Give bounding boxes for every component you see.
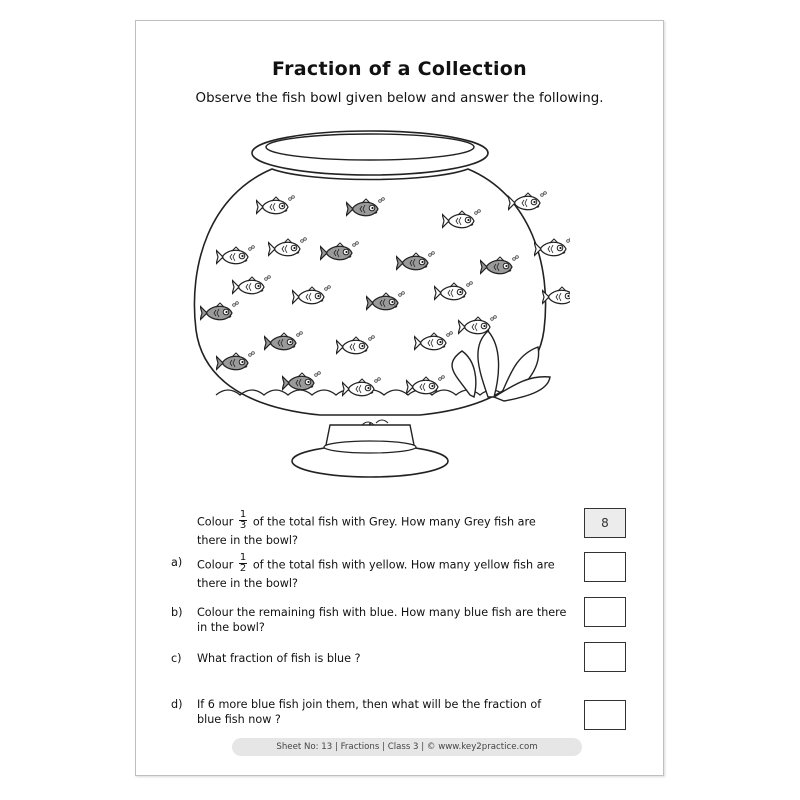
fraction-one-third — [239, 510, 247, 531]
answer-box-c[interactable] — [584, 642, 626, 672]
question-a-text-line2: there in the bowl? — [197, 577, 298, 590]
question-grey-text-line2: there in the bowl? — [197, 534, 298, 547]
fraction-numerator: 1 — [239, 552, 247, 563]
question-label-a: a) — [171, 556, 183, 569]
answer-box-grey[interactable] — [584, 508, 626, 538]
worksheet-title: Fraction of a Collection — [272, 58, 527, 80]
fraction-one-half — [239, 553, 247, 574]
question-label-d: d) — [171, 698, 183, 711]
question-grey-text: of the total fish with Grey. How many Grey fish are — [252, 515, 536, 529]
question-grey-text-start: Colour — [197, 515, 234, 529]
question-c-text: What fraction of fish is blue ? — [197, 652, 361, 665]
question-a — [171, 552, 572, 591]
fraction-denominator: 2 — [239, 563, 247, 574]
fraction-numerator: 1 — [239, 509, 247, 520]
question-d — [171, 697, 567, 727]
question-b — [171, 605, 577, 635]
answer-box-a[interactable] — [584, 552, 626, 582]
question-c — [171, 651, 557, 666]
question-b-text: Colour the remaining fish with blue. How many blue fish are there — [197, 606, 567, 619]
question-b-text-line2: in the bowl? — [197, 621, 265, 634]
answer-box-b[interactable] — [584, 597, 626, 627]
fraction-denominator: 3 — [239, 520, 247, 531]
answer-value: 8 — [601, 516, 609, 530]
question-a-text-start: Colour — [197, 558, 234, 572]
fish-bowl-illustration — [170, 125, 570, 490]
question-label-b: b) — [171, 606, 183, 619]
question-grey — [197, 509, 567, 548]
question-d-text-line2: blue fish now ? — [197, 713, 281, 726]
question-d-text: If 6 more blue fish join them, then what will be the fraction of — [197, 698, 542, 711]
question-a-text: of the total fish with yellow. How many yellow fish are — [252, 558, 555, 572]
question-label-c: c) — [171, 652, 182, 665]
answer-box-d[interactable] — [584, 700, 626, 730]
sheet-footer: Sheet No: 13 | Fractions | Class 3 | © www.key2practice.com — [232, 738, 582, 756]
worksheet-instructions: Observe the fish bowl given below and answer the following. — [195, 91, 604, 106]
